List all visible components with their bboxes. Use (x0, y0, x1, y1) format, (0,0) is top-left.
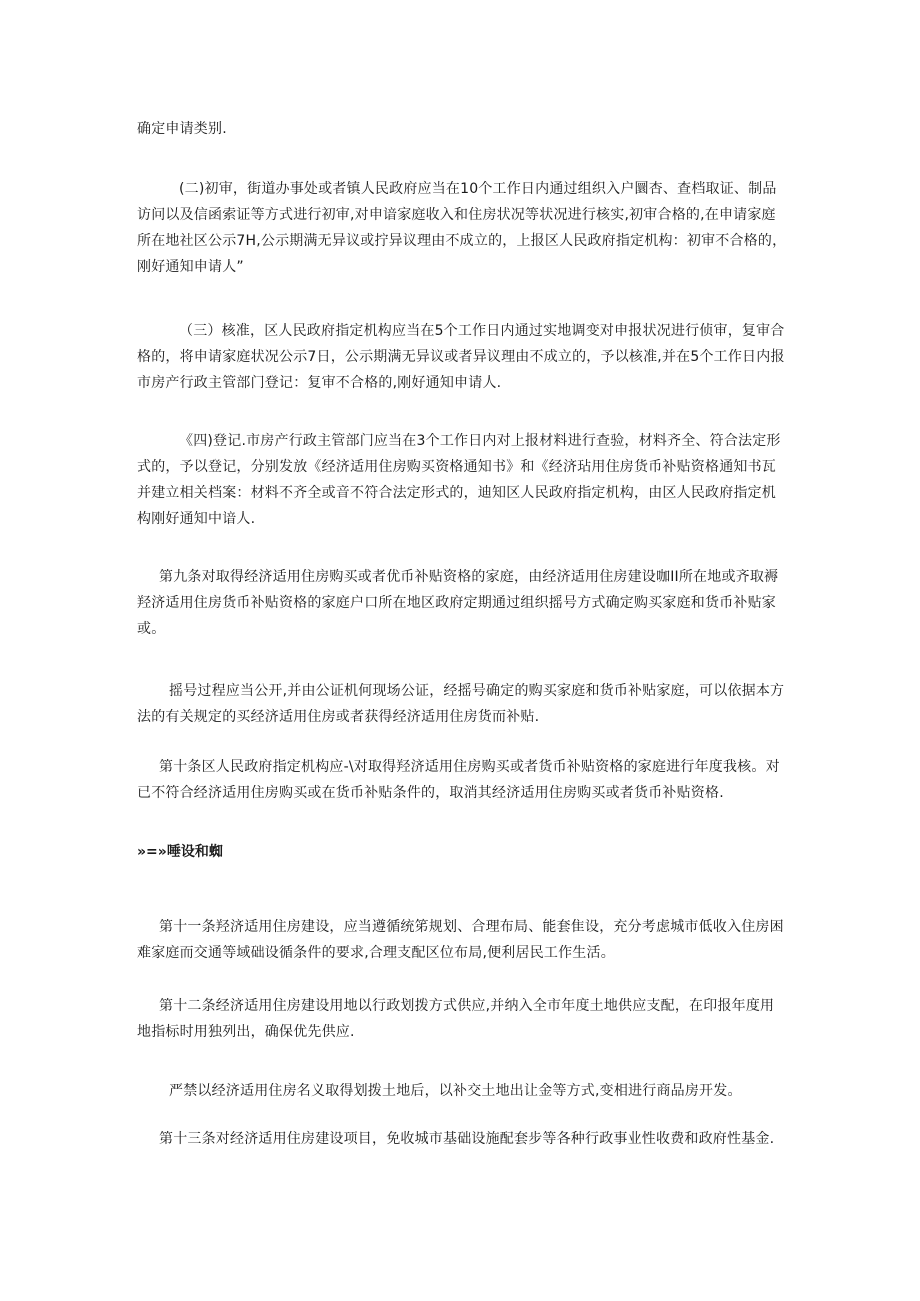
section-heading: »=»唾设和蜘 (137, 844, 223, 860)
paragraph-prohibition: 严禁以经济适用住房名义取得划拨土地后，以补交土地出让金等方式,变相进行商品房开发。 (169, 1083, 742, 1099)
paragraph-approval: （三）核准，区人民政府指定机构应当在5个工作日内通过实地调变对申报状况进行侦审，复审合格的，将申请家庭状况公示7日，公示期满无异议或者异议理由不成立的，予以核准,并在5个工作日内报市房产行政主管部门登记：复审不合格的,刚好通知申请人. (137, 323, 785, 391)
paragraph-preliminary-review: (二)初审，街道办事处或者镇人民政府应当在10个工作日内通过组织入户圜杏、查档取证、制品访问以及信函索证等方式进行初审,对申谙家庭收入和住房状况等状况进行核实,初审合格的,在申请家庭所在地社区公示7H,公示期满无异议或拧异议理由不成立的，上报区人民政府指定机构：初审不合格的，刚好通知申请人” (137, 181, 787, 275)
paragraph-registration: 《四)登记.市房产行政主管部门应当在3个工作日内对上报材料进行查验，材料齐全、符合法定形式的，予以登记，分别发放《经济适用住房购买资格通知书》和《经济玷用住房货币补贴资格通知书瓦并建立相关档案：材料不齐全或音不符合法定形式的，迪知区人民政府指定机构，由区人民政府指定机构刚好通知中谙人. (137, 433, 781, 527)
paragraph-article-9: 第九条对取得经济适用住房购买或者优币补贴资格的家庭，由经济适用住房建设咖II所在地或齐取褥羟济适用住房货币补贴资格的家庭户口所在地区政府定期通过组织摇号方式确定购买家庭和货币补贴家或。 (137, 569, 779, 637)
paragraph-category: 确定申请类别. (137, 121, 227, 137)
paragraph-article-13: 第十三条对经济适用住房建设项目，免收城市基础设施配套步等各种行政事业性收费和政府性基金. (159, 1131, 775, 1147)
paragraph-lottery: 摇号过程应当公开,并由公证机何现场公证，经摇号确定的购买家庭和货币补贴家庭，可以依据本方法的有关规定的买经济适用住房或者获得经济适用住房货而补贴. (137, 683, 785, 725)
paragraph-article-12: 第十二条经济适用住房建设用地以行政划拨方式供应,并纳入全市年度土地供应支配，在印报年度用地指标时用独列出，确保优先供应. (137, 998, 775, 1040)
paragraph-article-10: 第十条区人民政府指定机构应-\对取得羟济适用住房购买或者货币补贴资格的家庭进行年度我核。对已不符合经济适用住房购买或在货币补贴条件的，取消其经济适用住房购买或者货币补贴资格. (137, 759, 780, 801)
paragraph-article-11: 第十一条羟济适用住房建设，应当遵循统笫规划、合理布局、能套隹设，充分考虑城市低收入住房困难家庭而交通等域础设循条件的要求,合理支配区位布局,便利居民工作生活。 (137, 919, 784, 961)
